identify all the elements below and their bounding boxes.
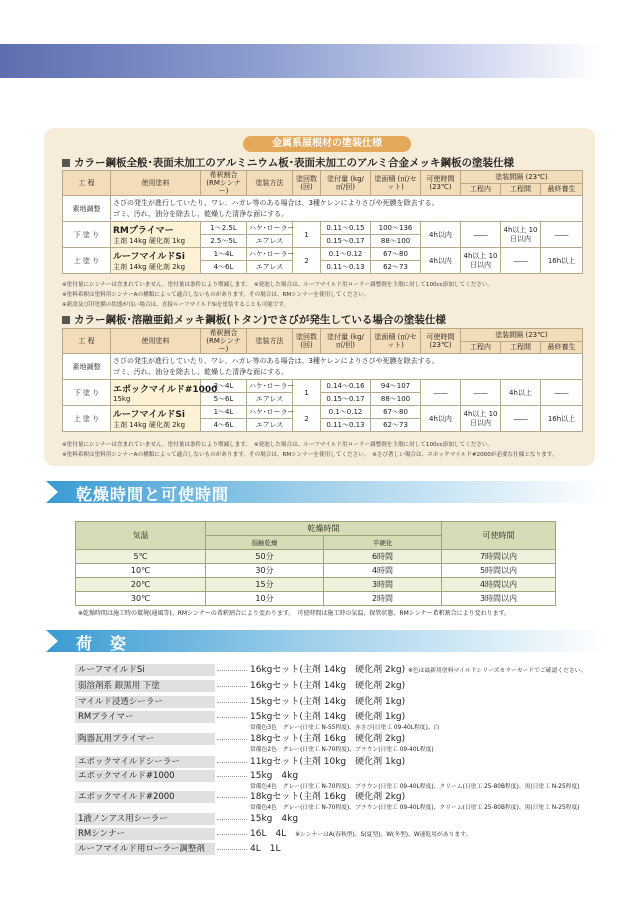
drying-row: 5℃ 50分 6時間 7時間以内 <box>76 550 556 564</box>
packaging-title: 荷 姿 <box>76 634 128 653</box>
spec-table-1: 工 程 使用塗料 希釈割合 (RMシンナー) 塗装方法 塗回数 (回) 塗付量 (kg/㎡/回) 塗面積 (㎡/セット) 可使時間 (23℃) 塗装間隔 (23℃) 工程内 工程間 最終養生 素地調整 さびの発生が進行していたり、ワレ、ハガレ等のある場合は、3種ケレンによりさびや死膜を除去する。 ゴミ、汚れ、油分を除去し、乾燥した清浄な面にする。 下 塗 り RMプライマー 主剤 14kg 硬化剤 1kg 1～2.5L ハケ･ローラー 1 0.11～0.15 100～136 4h以内 ―― 4h以上 10日以内 ―― 2.5～5L エアレス 0.15～0.17 88～100 上 塗 り ルーフマイルドSi 主剤 14kg 硬化剤 2kg 1～4L ハケ･ローラー 2 0.1～0.12 67～80 4h以内 4h以上 10日以内 ―― 16h以上 4～6L エアレス 0.11～0.13 62～73 <box>62 170 583 274</box>
drying-row: 30℃ 10分 2時間 3時間以内 <box>76 592 556 606</box>
section2-note-1: ※塗付量にシンナーは含まれていません。塗付量は条件により増減します。 ※発泡した場合は、ルーフマイルド用ローラー調整剤を主剤に対して100cc添加してください。 <box>62 442 494 448</box>
header-band <box>0 44 600 78</box>
drying-note: ※乾燥時間は施工時の環境(通風等)、RMシンナーの希釈割合により変わります。 可使時間は施工時の気温、保管状態、RMシンナー希釈割合により変わります。 <box>78 610 511 617</box>
section1-note-2: ※塗料希釈は塗料用シンナーAの種類によって適合しないものがあります。その場合は、RMシンナーを使用してください。 <box>62 292 370 298</box>
drying-title: 乾燥時間と可使時間 <box>76 485 230 504</box>
drying-row: 20℃ 15分 3時間 4時間以内 <box>76 578 556 592</box>
section2-note-2: ※塗料希釈は塗料用シンナーAの種類によって適合しないものがあります。その場合は、RMシンナーを使用してください。 ※さび著しい場合は、エポックマイルド#2000が必要な仕様となります。 <box>62 452 558 458</box>
packaging-title-arrow <box>46 630 58 652</box>
section2-heading: カラー鋼板･溶融亜鉛メッキ鋼板(トタン)でさびが発生している場合の塗装仕様 <box>62 312 446 327</box>
drying-title-arrow <box>46 481 58 503</box>
panel-title: 金属系屋根材の塗装仕様 <box>243 136 411 152</box>
section1-note-3: ※新設及び旧塗膜の状態が良い場合は、直接ルーフマイルドSiを塗装することも可能です。 <box>62 302 290 308</box>
drying-table: 気温 乾燥時間 可使時間 指触乾燥 半硬化 5℃ 50分 6時間 7時間以内 10℃ 30分 4時間 5時間以内 20℃ 15分 3時間 4時間以内 30℃ 10分 2時間 3時間以内 <box>75 521 556 606</box>
section1-heading: カラー鋼板全般･表面未加工のアルミニウム板･表面未加工のアルミ合金メッキ鋼板の塗装仕様 <box>62 155 514 170</box>
section1-note-1: ※塗付量にシンナーは含まれていません。塗付量は条件により増減します。 ※発泡した場合は、ルーフマイルド用ローラー調整剤を主剤に対して100cc添加してください。 <box>62 282 494 288</box>
packaging-title-bar <box>46 630 606 652</box>
drying-row: 10℃ 30分 4時間 5時間以内 <box>76 564 556 578</box>
spec-table-2: 工 程 使用塗料 希釈割合 (RMシンナー) 塗装方法 塗回数 (回) 塗付量 (kg/㎡/回) 塗面積 (㎡/セット) 可使時間 (23℃) 塗装間隔 (23℃) 工程内 工程間 最終養生 素地調整 さびの発生が進行していたり、ワレ、ハガレ等のある場合は、3種ケレンによりさびや死膜を除去する。 ゴミ、汚れ、油分を除去し、乾燥した清浄な面にする。 下 塗 り エポックマイルド#1000 15kg 3～4L ハケ･ローラー 1 0.14～0.16 94～107 ―― ―― 4h以上 ―― 5～6L エアレス 0.15～0.17 88～100 上 塗 り ルーフマイルドSi 主剤 14kg 硬化剤 2kg 1～4L ハケ･ローラー 2 0.1～0.12 67～80 4h以内 4h以上 10日以内 ―― 16h以上 4～6L エアレス 0.11～0.13 62～73 <box>62 328 583 432</box>
